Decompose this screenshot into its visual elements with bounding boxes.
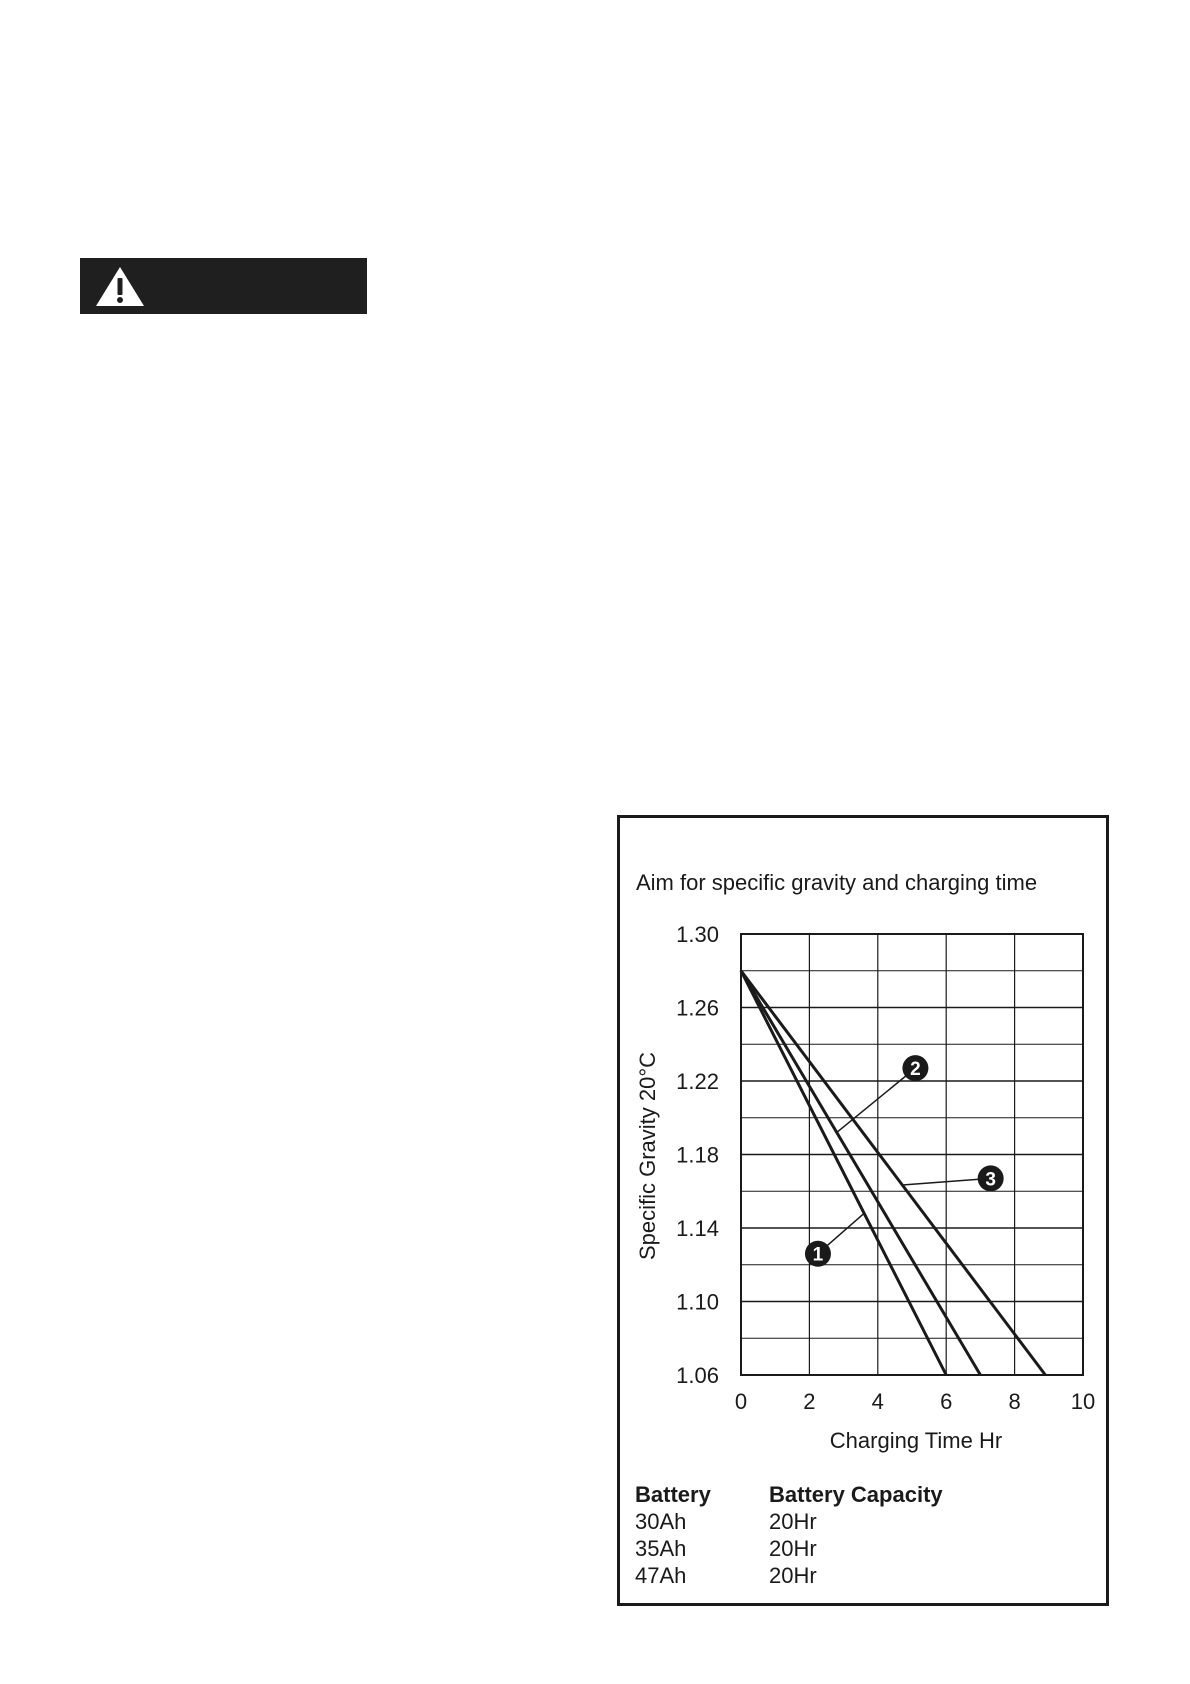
legend-header-battery: Battery — [635, 1482, 711, 1507]
series-line-1 — [741, 971, 946, 1375]
callout-number-1: 1 — [812, 1244, 824, 1266]
warning-triangle-icon — [94, 264, 146, 308]
y-tick-label: 1.14 — [676, 1216, 719, 1241]
x-tick-label: 2 — [803, 1389, 816, 1414]
legend-battery-column — [635, 1481, 711, 1589]
legend-cell: 20Hr — [769, 1536, 817, 1561]
callout-leader-2 — [837, 1068, 916, 1132]
y-tick-label: 1.06 — [676, 1363, 719, 1388]
legend-cell: 20Hr — [769, 1509, 817, 1534]
x-tick-label: 8 — [1008, 1389, 1021, 1414]
legend-cell: 47Ah — [635, 1563, 687, 1588]
legend-cell: 35Ah — [635, 1536, 687, 1561]
x-tick-label: 6 — [940, 1389, 953, 1414]
series-line-2 — [741, 971, 980, 1375]
y-tick-label: 1.18 — [676, 1142, 719, 1168]
legend-cell: 20Hr — [769, 1563, 817, 1588]
y-axis-label: Specific Gravity 20°C — [635, 1051, 660, 1261]
chart-title: Aim for specific gravity and charging time — [636, 870, 1038, 895]
x-tick-label: 10 — [1070, 1389, 1096, 1414]
y-tick-label: 1.10 — [676, 1289, 719, 1315]
chart-panel — [617, 815, 1109, 1606]
legend-header-capacity: Battery Capacity — [769, 1482, 943, 1507]
legend-cell: 30Ah — [635, 1509, 687, 1534]
warning-banner — [80, 258, 367, 314]
y-tick-label: 1.22 — [676, 1069, 719, 1094]
legend-capacity-column — [769, 1481, 943, 1589]
y-tick-label: 1.30 — [676, 922, 719, 947]
x-tick-label: 4 — [871, 1389, 884, 1414]
callout-number-3: 3 — [985, 1169, 996, 1191]
callout-number-2: 2 — [910, 1059, 921, 1081]
y-tick-label: 1.26 — [676, 995, 719, 1021]
x-tick-label: 0 — [734, 1389, 748, 1414]
x-axis-label: Charging Time Hr — [829, 1428, 1003, 1453]
